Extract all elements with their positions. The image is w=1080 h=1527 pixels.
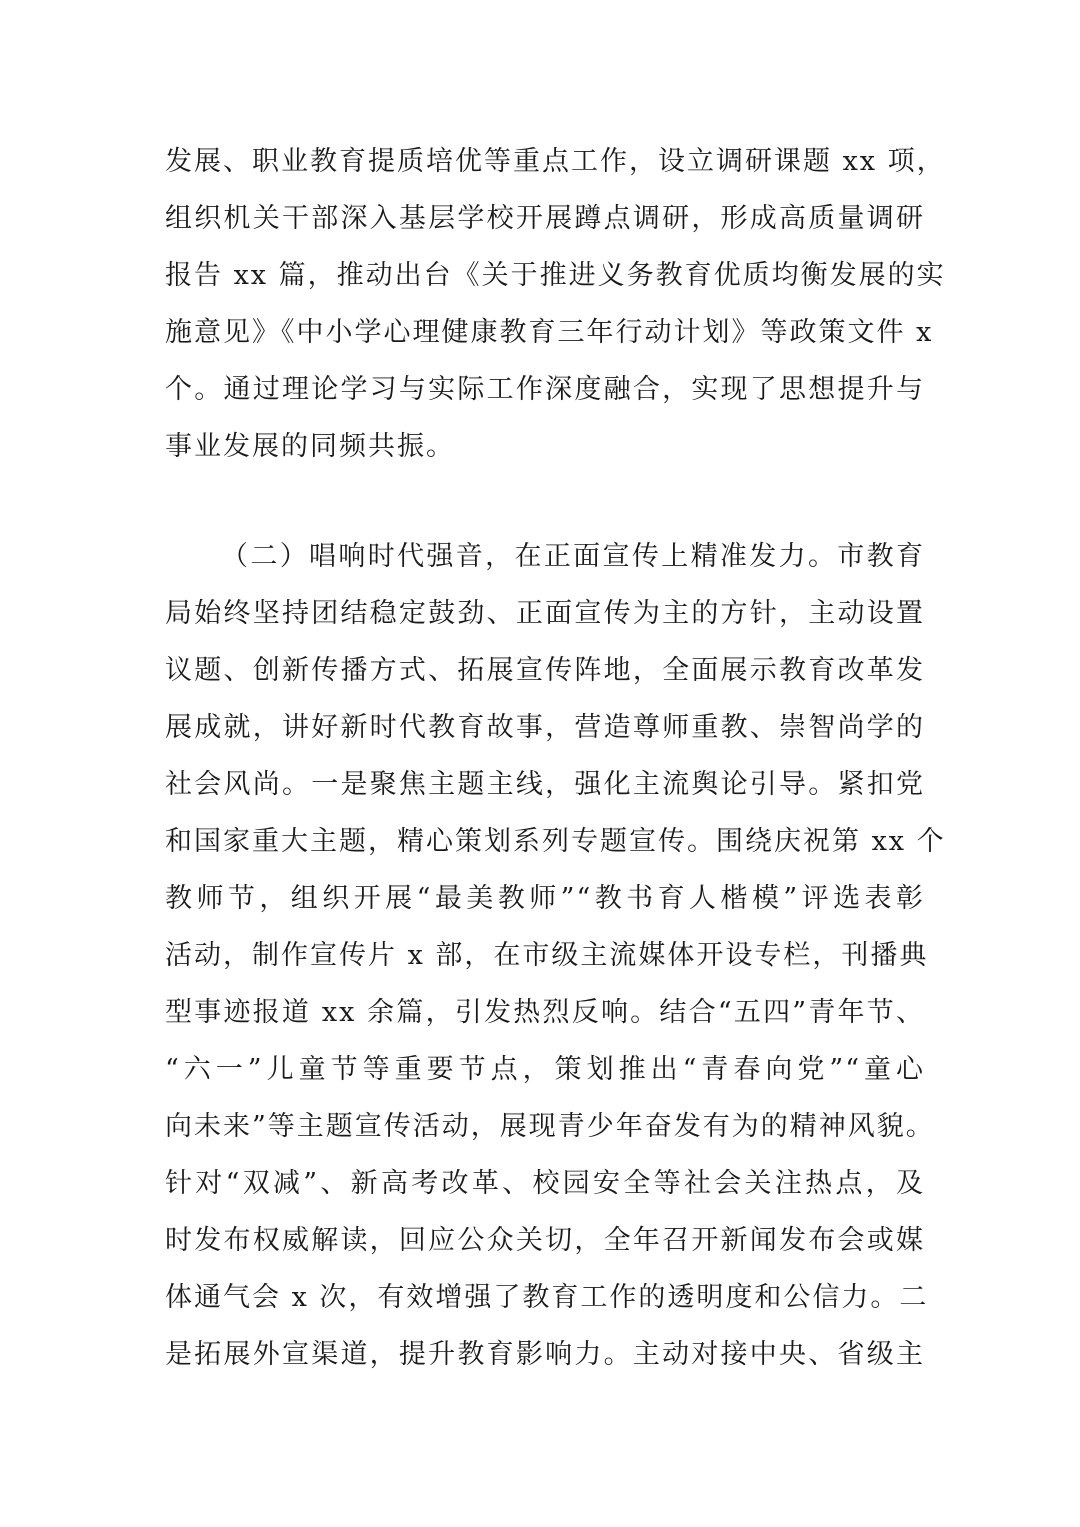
paragraph-line: 针对“双减”、新高考改革、校园安全等社会关注热点，及 — [165, 1168, 925, 1199]
paragraph-line: 体通气会 x 次，有效增强了教育工作的透明度和公信力。二 — [165, 1282, 929, 1313]
paragraph-line: 社会风尚。一是聚焦主题主线，强化主流舆论引导。紧扣党 — [165, 769, 925, 800]
paragraph-line: 个。通过理论学习与实际工作深度融合，实现了思想提升与 — [165, 374, 925, 405]
paragraph-line: 向未来”等主题宣传活动，展现青少年奋发有为的精神风貌。 — [165, 1111, 935, 1142]
paragraph-line: 和国家重大主题，精心策划系列专题宣传。围绕庆祝第 xx 个 — [165, 826, 946, 857]
paragraph-line: 事业发展的同频共振。 — [165, 431, 455, 462]
paragraph-line: 型事迹报道 xx 余篇，引发热烈反响。结合“五四”青年节、 — [165, 997, 925, 1028]
paragraph-line: 发展、职业教育提质培优等重点工作，设立调研课题 xx 项， — [165, 146, 946, 177]
paragraph-research-results — [165, 133, 946, 475]
paragraph-line: 时发布权威解读，回应公众关切，全年召开新闻发布会或媒 — [165, 1225, 925, 1256]
paragraph-line: 议题、创新传播方式、拓展宣传阵地，全面展示教育改革发 — [165, 655, 925, 686]
paragraph-line: 教师节，组织开展“最美教师”“教书育人楷模”评选表彰 — [165, 883, 925, 914]
paragraph-line: 施意见》《中小学心理健康教育三年行动计划》等政策文件 x — [165, 317, 934, 348]
paragraph-line: “六一”儿童节等重要节点，策划推出“青春向党”“童心 — [165, 1054, 925, 1085]
section-heading-line: （二）唱响时代强音，在正面宣传上精准发力。市教育 — [221, 541, 925, 572]
paragraph-line: 报告 xx 篇，推动出台《关于推进义务教育优质均衡发展的实 — [165, 260, 946, 291]
paragraph-positive-publicity — [165, 528, 946, 1383]
paragraph-line: 展成就，讲好新时代教育故事，营造尊师重教、崇智尚学的 — [165, 712, 925, 743]
paragraph-line: 局始终坚持团结稳定鼓劲、正面宣传为主的方针，主动设置 — [165, 598, 925, 629]
paragraph-line: 组织机关干部深入基层学校开展蹲点调研，形成高质量调研 — [165, 203, 925, 234]
paragraph-line: 是拓展外宣渠道，提升教育影响力。主动对接中央、省级主 — [165, 1339, 925, 1370]
paragraph-line: 活动，制作宣传片 x 部，在市级主流媒体开设专栏，刊播典 — [165, 940, 929, 971]
